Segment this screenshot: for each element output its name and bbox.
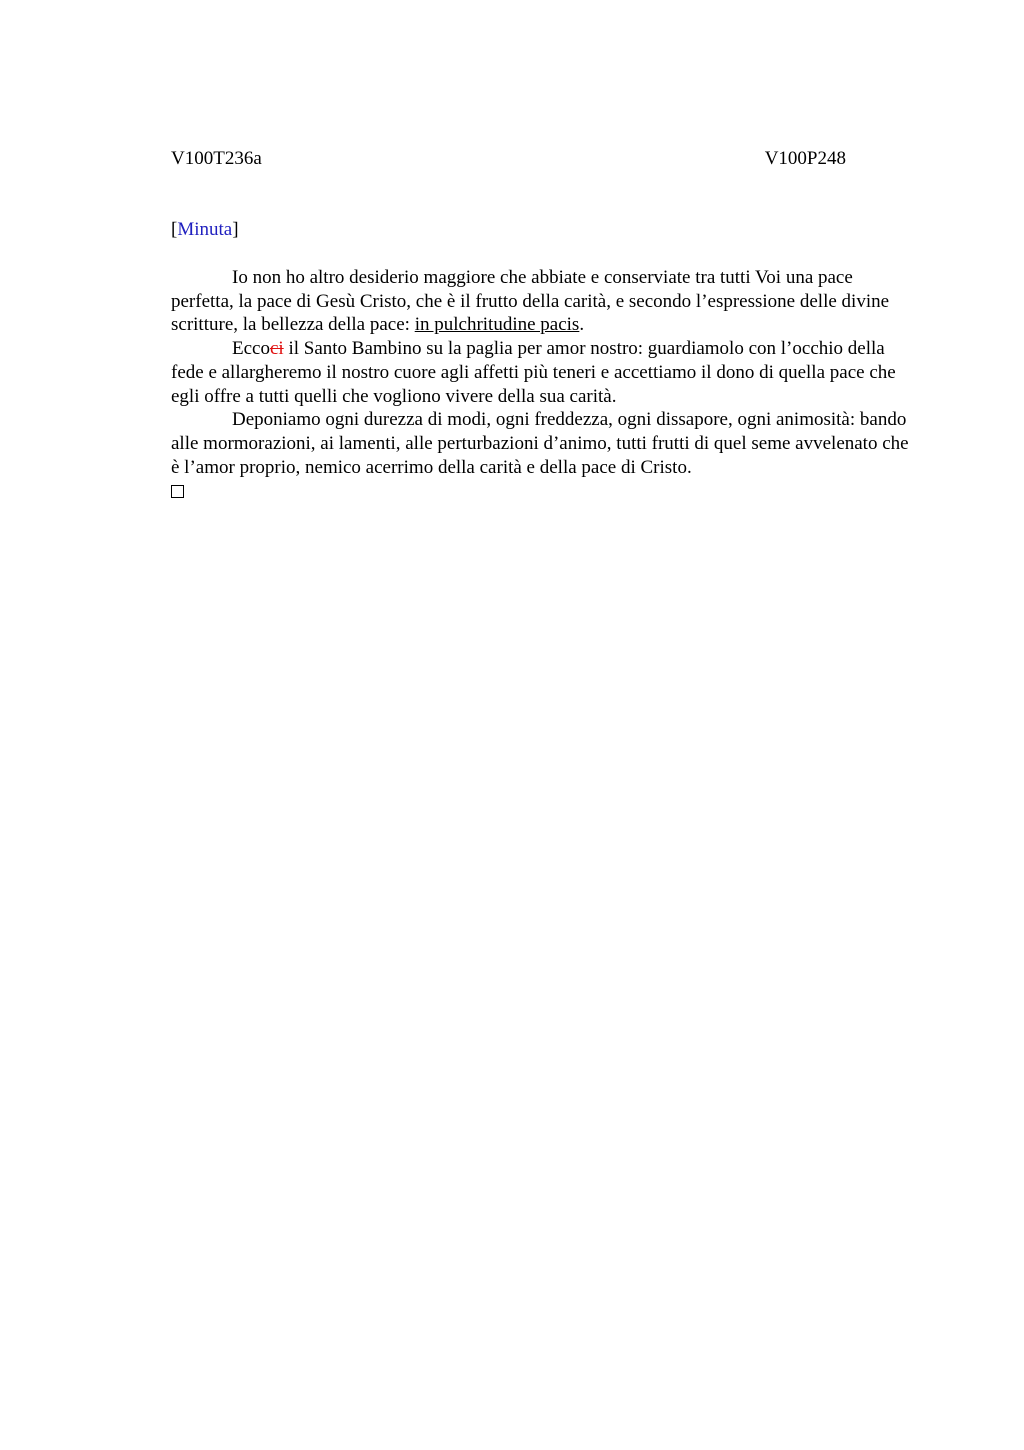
document-reference-code: V100T236a [171,148,262,169]
paragraph-1-end: . [579,314,585,336]
deleted-text: ci [269,338,284,360]
close-bracket: ] [232,219,239,240]
paragraph-2-start: Ecco [232,338,270,360]
latin-quote: in pulchritudine pacis [414,314,580,336]
body-text [171,266,916,498]
paragraph-2 [171,337,916,408]
paragraph-1-text: Io non ho altro desiderio maggiore che abbiate e conserviate tra tutti Voi una pace perfetta, la pace di Gesù Cristo, che è il frutto della carità, e secondo l’espressione delle divine scritture, la bellezza della pace: [171,267,890,336]
page-reference-code: V100P248 [764,148,846,169]
paragraph-3-text: Deponiamo ogni durezza di modi, ogni freddezza, ogni dissapore, ogni animosità: bando alle mormorazioni, ai lamenti, alle perturbazioni d’animo, tutti frutti di quel seme avvelenato che è l’amor proprio, nemico acerrimo della carità e della pace di Cristo. [171,409,909,478]
paragraph-2-rest: il Santo Bambino su la paglia per amor nostro: guardiamolo con l’occhio della fede e allargheremo il nostro cuore agli affetti più teneri e accettiamo il dono di quella pace che egli offre a tutti quelli che vogliono vivere della sua carità. [171,338,896,407]
section-label [171,218,239,242]
section-label-text: Minuta [177,219,233,240]
open-bracket: [ [171,219,178,240]
paragraph-3 [171,408,916,479]
end-mark-icon [171,485,184,498]
reference-header [171,147,846,171]
paragraph-1 [171,266,916,337]
